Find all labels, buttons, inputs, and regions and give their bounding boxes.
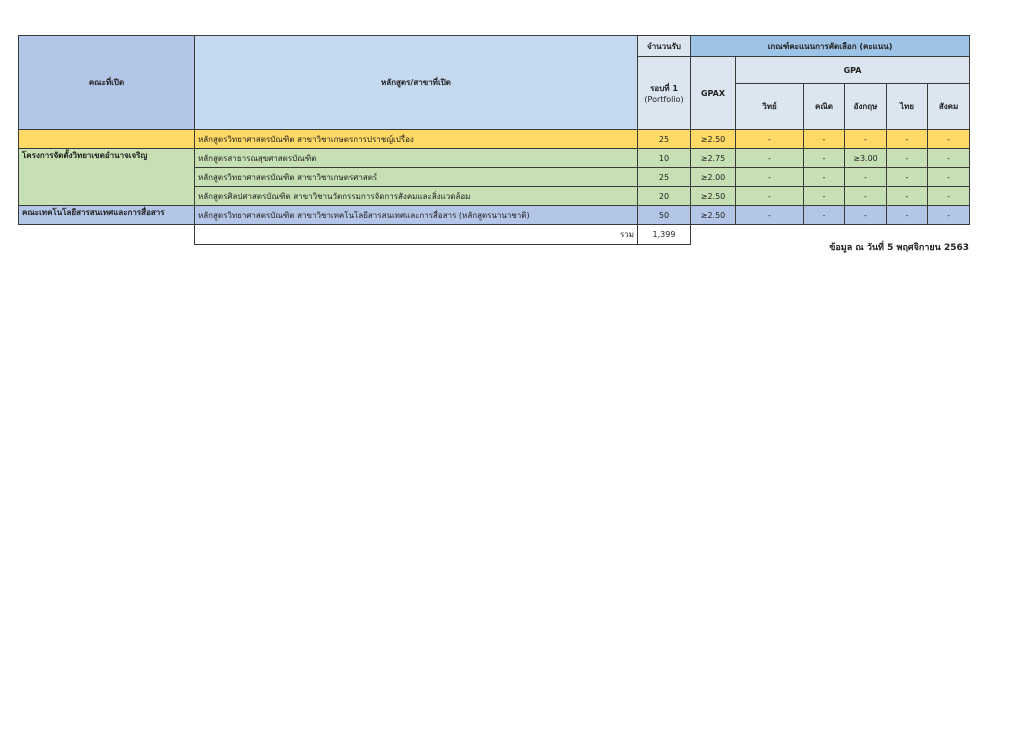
eng-cell: -	[845, 206, 887, 225]
header-subject-sci: วิทย์	[736, 84, 804, 130]
thai-cell: -	[887, 206, 928, 225]
seats-cell: 25	[638, 168, 691, 187]
header-seats-group: จำนวนรับ	[638, 36, 691, 57]
eng-cell: -	[845, 130, 887, 149]
eng-cell: -	[845, 168, 887, 187]
header-gpax: GPAX	[691, 57, 736, 130]
header-round	[638, 57, 691, 130]
math-cell: -	[804, 130, 845, 149]
math-cell: -	[804, 149, 845, 168]
soc-cell: -	[928, 149, 970, 168]
seats-cell: 25	[638, 130, 691, 149]
sci-cell: -	[736, 168, 804, 187]
header-subject-thai: ไทย	[887, 84, 928, 130]
program-cell: หลักสูตรสาธารณสุขศาสตรบัณฑิต	[195, 149, 638, 168]
faculty-cell: โครงการจัดตั้งวิทยาเขตอำนาจเจริญ	[19, 149, 195, 206]
program-cell: หลักสูตรวิทยาศาสตรบัณฑิต สาขาวิชาเกษตรการปราชญ์เปรื่อง	[195, 130, 638, 149]
thai-cell: -	[887, 168, 928, 187]
sci-cell: -	[736, 149, 804, 168]
eng-cell: -	[845, 187, 887, 206]
faculty-cell: คณะเทคโนโลยีสารสนเทศและการสื่อสาร	[19, 206, 195, 225]
header-subject-math: คณิต	[804, 84, 845, 130]
seats-cell: 20	[638, 187, 691, 206]
table-row	[19, 206, 970, 225]
header-subject-soc: สังคม	[928, 84, 970, 130]
gpax-cell: ≥2.00	[691, 168, 736, 187]
total-value: 1,399	[638, 225, 691, 245]
seats-cell: 10	[638, 149, 691, 168]
thai-cell: -	[887, 130, 928, 149]
table-row	[19, 149, 970, 168]
soc-cell: -	[928, 130, 970, 149]
thai-cell: -	[887, 149, 928, 168]
soc-cell: -	[928, 168, 970, 187]
math-cell: -	[804, 168, 845, 187]
header-faculty: คณะที่เปิด	[19, 36, 195, 130]
admission-table	[18, 35, 970, 245]
gpax-cell: ≥2.50	[691, 206, 736, 225]
soc-cell: -	[928, 206, 970, 225]
total-label: รวม	[195, 225, 638, 245]
header-subject-eng: อังกฤษ	[845, 84, 887, 130]
program-cell: หลักสูตรวิทยาศาสตรบัณฑิต สาขาวิชาเกษตรศาสตร์	[195, 168, 638, 187]
program-cell: หลักสูตรศิลปศาสตรบัณฑิต สาขาวิชานวัตกรรมการจัดการสังคมและสิ่งแวดล้อม	[195, 187, 638, 206]
gpax-cell: ≥2.75	[691, 149, 736, 168]
gpax-cell: ≥2.50	[691, 187, 736, 206]
data-date-note: ข้อมูล ณ วันที่ 5 พฤศจิกายน 2563	[829, 243, 969, 253]
gpax-cell: ≥2.50	[691, 130, 736, 149]
header-criteria: เกณฑ์คะแนนการคัดเลือก (คะแนน)	[691, 36, 970, 57]
seats-cell: 50	[638, 206, 691, 225]
program-cell: หลักสูตรวิทยาศาสตรบัณฑิต สาขาวิชาเทคโนโลยีสารสนเทศและการสื่อสาร (หลักสูตรนานาชาติ)	[195, 206, 638, 225]
thai-cell: -	[887, 187, 928, 206]
faculty-cell	[19, 130, 195, 149]
header-round-label: รอบที่ 1	[650, 84, 678, 93]
soc-cell: -	[928, 187, 970, 206]
sci-cell: -	[736, 206, 804, 225]
header-round-sub: (Portfolio)	[644, 95, 684, 104]
header-program: หลักสูตร/สาขาที่เปิด	[195, 36, 638, 130]
sci-cell: -	[736, 130, 804, 149]
math-cell: -	[804, 206, 845, 225]
header-gpa: GPA	[736, 57, 970, 84]
math-cell: -	[804, 187, 845, 206]
sci-cell: -	[736, 187, 804, 206]
eng-cell: ≥3.00	[845, 149, 887, 168]
table-row	[19, 130, 970, 149]
